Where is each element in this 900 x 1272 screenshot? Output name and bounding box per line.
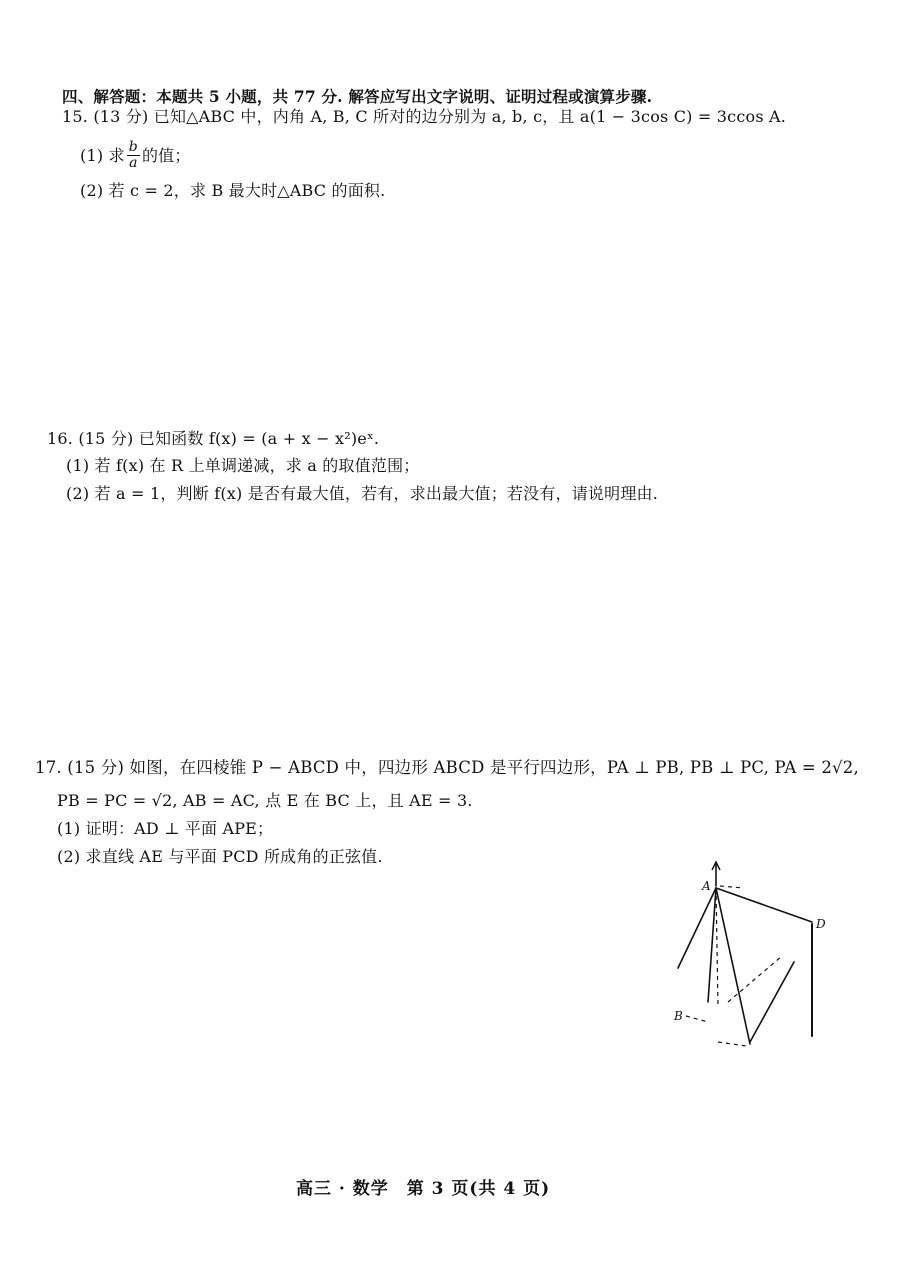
figure-label-d: D bbox=[816, 917, 826, 931]
edge-a-base bbox=[708, 888, 716, 1002]
figure-label-b: B bbox=[674, 1009, 683, 1023]
edge-a-d bbox=[716, 888, 812, 922]
question-15-part-1-suffix: 的值； bbox=[141, 145, 191, 165]
figure-label-a: A bbox=[702, 879, 711, 893]
question-17-part-1: (1) 证明：AD ⊥ 平面 APE； bbox=[57, 819, 274, 838]
question-15-part-1 bbox=[80, 140, 191, 171]
edge-right-diag bbox=[750, 962, 794, 1042]
question-16-stem: 16. (15 分) 已知函数 f(x) = (a + x − x²)eˣ. bbox=[47, 429, 380, 448]
question-15-part-2: (2) 若 c = 2，求 B 最大时△ABC 的面积. bbox=[80, 181, 386, 200]
hidden-edge-a-center bbox=[716, 888, 718, 1006]
hidden-edge-top bbox=[720, 886, 744, 888]
question-17-part-2: (2) 求直线 AE 与平面 PCD 所成角的正弦值. bbox=[57, 847, 383, 866]
section-header: 四、解答题：本题共 5 小题，共 77 分. 解答应写出文字说明、证明过程或演算步骤. bbox=[62, 87, 653, 106]
question-17-stem: 17. (15 分) 如图，在四棱锥 P − ABCD 中，四边形 ABCD 是平行四边形，PA ⊥ PB, PB ⊥ PC, PA = 2√2, bbox=[35, 758, 859, 777]
fraction-denominator: a bbox=[129, 155, 138, 171]
page-footer: 高三 · 数学 第 3 页(共 4 页) bbox=[296, 1179, 551, 1199]
question-17-conditions: PB = PC = √2, AB = AC, 点 E 在 BC 上，且 AE = 3. bbox=[57, 791, 473, 810]
hidden-edge-b bbox=[686, 1016, 708, 1022]
edge-a-bottom bbox=[716, 888, 750, 1044]
question-16-part-2: (2) 若 a = 1，判断 f(x) 是否有最大值，若有，求出最大值；若没有，请说明理由. bbox=[66, 484, 659, 503]
question-15-stem: 15. (13 分) 已知△ABC 中，内角 A, B, C 所对的边分别为 a, b, c，且 a(1 − 3cos C) = 3ccos A. bbox=[62, 107, 787, 126]
question-15-part-1-prefix: (1) 求 bbox=[80, 145, 125, 165]
question-16-part-1: (1) 若 f(x) 在 R 上单调递减，求 a 的取值范围； bbox=[66, 456, 420, 475]
hidden-edge-bottom bbox=[718, 1042, 746, 1046]
edge-a-left bbox=[678, 888, 716, 968]
fraction-numerator: b bbox=[128, 139, 138, 155]
pyramid-figure bbox=[670, 856, 840, 1056]
fraction-b-over-a bbox=[127, 140, 140, 171]
